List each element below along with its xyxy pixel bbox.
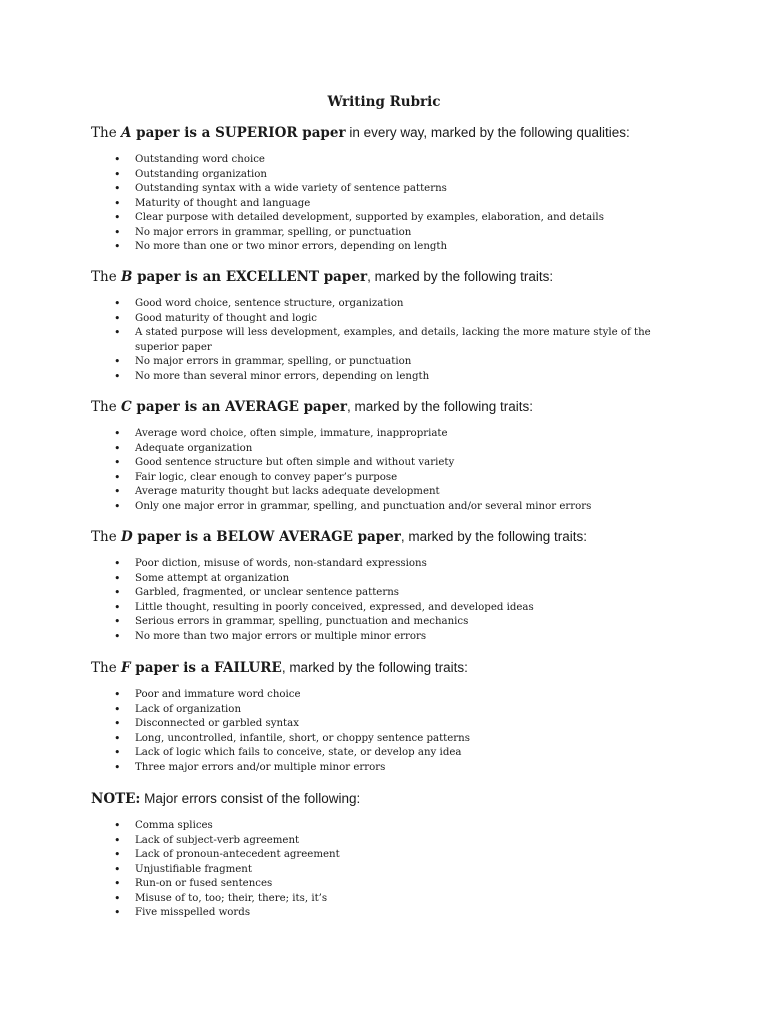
grade-letter: D bbox=[120, 529, 133, 545]
section-heading bbox=[91, 528, 691, 546]
grade-letter: F bbox=[120, 660, 131, 676]
list-item: • Poor diction, misuse of words, non-standard expressions bbox=[91, 557, 675, 572]
list-item: • Average maturity thought but lacks adequate development bbox=[91, 485, 675, 500]
heading-rest: Major errors consist of the following: bbox=[140, 791, 361, 806]
heading-prefix: The bbox=[91, 529, 121, 545]
grade-letter: A bbox=[120, 125, 132, 141]
section-heading bbox=[91, 790, 691, 808]
criteria-list bbox=[91, 297, 691, 384]
list-item: • Three major errors and/or multiple minor errors bbox=[91, 761, 675, 776]
heading-prefix: The bbox=[91, 660, 121, 676]
grade-b-section bbox=[91, 268, 691, 384]
list-item: • Lack of subject-verb agreement bbox=[91, 834, 675, 849]
heading-prefix: The bbox=[91, 125, 121, 141]
list-item: • Adequate organization bbox=[91, 442, 675, 457]
list-item: • Good maturity of thought and logic bbox=[91, 312, 675, 327]
heading-prefix: The bbox=[91, 269, 121, 285]
list-item: • Good sentence structure but often simple and without variety bbox=[91, 456, 675, 471]
heading-rest: , marked by the following traits: bbox=[346, 399, 534, 414]
heading-bold: paper is a FAILURE bbox=[130, 660, 282, 676]
list-item: • No major errors in grammar, spelling, or punctuation bbox=[91, 226, 675, 241]
heading-rest: , marked by the following traits: bbox=[281, 660, 468, 675]
criteria-list bbox=[91, 427, 691, 514]
heading-bold: NOTE: bbox=[91, 791, 141, 807]
list-item: • Comma splices bbox=[91, 819, 675, 834]
section-heading bbox=[91, 398, 691, 416]
list-item: • Lack of logic which fails to conceive, state, or develop any idea bbox=[91, 746, 675, 761]
list-item: • No more than one or two minor errors, depending on length bbox=[91, 240, 675, 255]
heading-bold: paper is a SUPERIOR paper bbox=[131, 125, 346, 141]
criteria-list bbox=[91, 557, 691, 644]
list-item: • Lack of organization bbox=[91, 703, 675, 718]
heading-bold: paper is a BELOW AVERAGE paper bbox=[132, 529, 401, 545]
grade-f-section bbox=[91, 659, 691, 775]
criteria-list bbox=[91, 819, 691, 921]
list-item: • A stated purpose will less development, examples, and details, lacking the more mature style of the superior paper bbox=[91, 326, 675, 355]
list-item: • Outstanding organization bbox=[91, 168, 675, 183]
list-item: • Lack of pronoun-antecedent agreement bbox=[91, 848, 675, 863]
heading-rest: in every way, marked by the following qualities: bbox=[345, 125, 630, 140]
list-item: • Garbled, fragmented, or unclear sentence patterns bbox=[91, 586, 675, 601]
heading-bold: paper is an EXCELLENT paper bbox=[132, 269, 368, 285]
heading-rest: , marked by the following traits: bbox=[400, 529, 588, 544]
section-heading bbox=[91, 124, 691, 142]
list-item: • Poor and immature word choice bbox=[91, 688, 675, 703]
list-item: • Clear purpose with detailed development, supported by examples, elaboration, and details bbox=[91, 211, 675, 226]
section-heading bbox=[91, 268, 691, 286]
list-item: • Serious errors in grammar, spelling, punctuation and mechanics bbox=[91, 615, 675, 630]
list-item: • Fair logic, clear enough to convey paper’s purpose bbox=[91, 471, 675, 486]
list-item: • Good word choice, sentence structure, organization bbox=[91, 297, 675, 312]
list-item: • Outstanding syntax with a wide variety of sentence patterns bbox=[91, 182, 675, 197]
list-item: • Outstanding word choice bbox=[91, 153, 675, 168]
list-item: • Long, uncontrolled, infantile, short, or choppy sentence patterns bbox=[91, 732, 675, 747]
criteria-list bbox=[91, 688, 691, 775]
list-item: • Disconnected or garbled syntax bbox=[91, 717, 675, 732]
list-item: • No major errors in grammar, spelling, or punctuation bbox=[91, 355, 675, 370]
list-item: • Misuse of to, too; their, there; its, it’s bbox=[91, 892, 675, 907]
list-item: • Average word choice, often simple, immature, inappropriate bbox=[91, 427, 675, 442]
criteria-list bbox=[91, 153, 691, 255]
list-item: • Only one major error in grammar, spelling, and punctuation and/or several minor errors bbox=[91, 500, 675, 515]
list-item: • Little thought, resulting in poorly conceived, expressed, and developed ideas bbox=[91, 601, 675, 616]
heading-bold: paper is an AVERAGE paper bbox=[131, 399, 347, 415]
list-item: • No more than two major errors or multiple minor errors bbox=[91, 630, 675, 645]
grade-letter: B bbox=[120, 269, 133, 285]
heading-prefix: The bbox=[91, 399, 121, 415]
list-item: • Unjustifiable fragment bbox=[91, 863, 675, 878]
list-item: • Five misspelled words bbox=[91, 906, 675, 921]
heading-rest: , marked by the following traits: bbox=[367, 269, 554, 284]
grade-a-section bbox=[91, 124, 691, 255]
note-section bbox=[91, 790, 691, 921]
grade-c-section bbox=[91, 398, 691, 514]
document-title: Writing Rubric bbox=[327, 94, 441, 110]
list-item: • No more than several minor errors, depending on length bbox=[91, 370, 675, 385]
list-item: • Run-on or fused sentences bbox=[91, 877, 675, 892]
list-item: • Maturity of thought and language bbox=[91, 197, 675, 212]
section-heading bbox=[91, 659, 691, 677]
list-item: • Some attempt at organization bbox=[91, 572, 675, 587]
grade-letter: C bbox=[120, 399, 132, 415]
grade-d-section bbox=[91, 528, 691, 644]
